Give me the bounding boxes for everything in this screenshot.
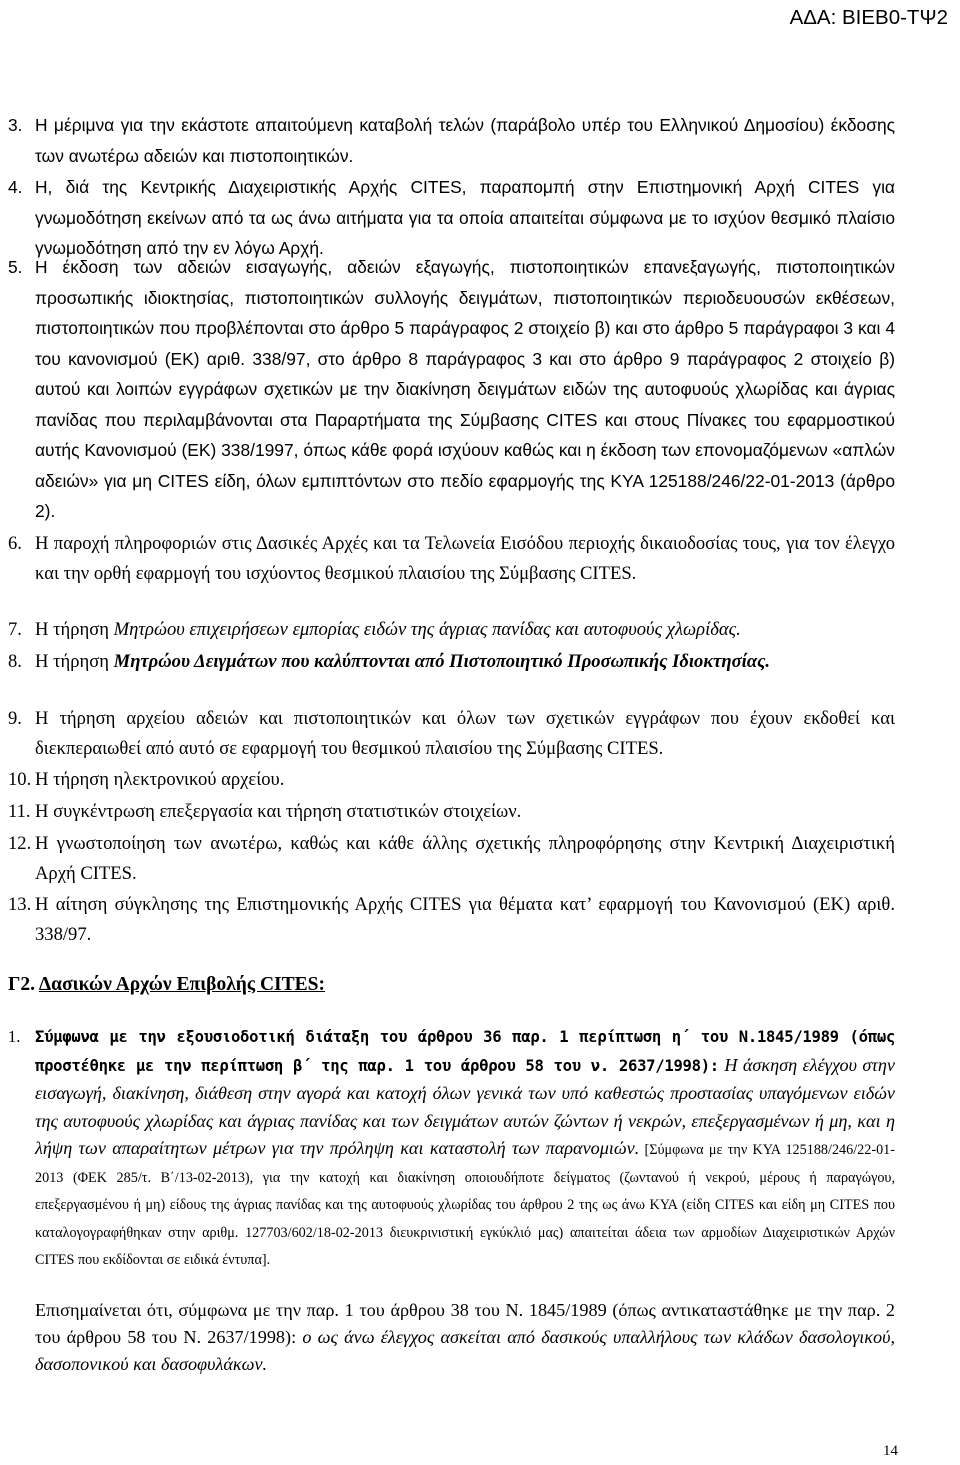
registry-title: Μητρώου επιχειρήσεων εμπορίας ειδών της άγριας πανίδας και αυτοφυούς χλωρίδας. [113, 619, 741, 640]
kya-note: [Σύμφωνα με την ΚΥΑ 125188/246/22-01-2013 (ΦΕΚ 285/τ. Β΄/13-02-2013), για την κατοχή και διακίνηση οποιουδήποτε δείγματος (ζωντανού ή νεκρού, μέρους ή παραγώγου, επεξεργασμένου ή μη) είδους της άγριας πανίδας και της αυτοφυούς χλωρίδας του άρθρου 2 της ως άνω ΚΥΑ (είδη CITES και είδη μη CITES που καταλογογραφήθηκαν στην αριθμ. 127703/602/18-02-2013 διευκρινιστική εγκύκλιό μας) απαιτείται άδεια των αρμοδίων Διαχειριστικών Αρχών CITES που εκδίδονται σε ειδικά έντυπα]. [35, 1142, 896, 1268]
item-text: Η συγκέντρωση επεξεργασία και τήρηση στατιστικών στοιχείων. [35, 801, 522, 822]
item-text: Η τήρηση ηλεκτρονικού αρχείου. [35, 769, 285, 790]
item-number: 8. [8, 651, 22, 672]
item-text: Η, διά της Κεντρικής Διαχειριστικής Αρχής CITES, παραπομπή στην Επιστημονική Αρχή CITES για γνωμοδότηση εκείνων από τα ως άνω αιτήματα για τα οποία απαιτείται σύμφωνα με το ισχύον θεσμικό πλαίσιο γνωμοδότηση από την εν λόγω Αρχή. [35, 177, 895, 258]
item-text: Η μέριμνα για την εκάστοτε απαιτούμενη καταβολή τελών (παράβολο υπέρ του Ελληνικού Δημοσίου) έκδοσης των ανωτέρω αδειών και πιστοποιητικών. [35, 115, 895, 166]
item-number: 5. [8, 257, 23, 277]
item-text: Η έκδοση των αδειών εισαγωγής, αδειών εξαγωγής, πιστοποιητικών επανεξαγωγής, πιστοποιητικών προσωπικής ιδιοκτησίας, πιστοποιητικών συλλογής δειγμάτων, πιστοποιητικών περιοδευουσών εκθέσεων, πιστοποιητικών που προβλέπονται στο άρθρο 5 παράγραφος 2 στοιχείο β) και στο άρθρο 5 παράγραφοι 3 και 4 του κανονισμού (ΕΚ) αριθ. 338/97, στο άρθρο 8 παράγραφος 3 και στο άρθρο 9 παράγραφος 2 στοιχείο β) αυτού και λοιπών εγγράφων σχετικών με την διακίνηση δειγμάτων ειδών της αυτοφυούς χλωρίδας και άγριας πανίδας που περιλαμβάνονται στα Παραρτήματα της Σύμβασης CITES και στους Πίνακες του εφαρμοστικού αυτής Κανονισμού (ΕΚ) 338/1997, όπως κάθε φορά ισχύουν καθώς και η έκδοση των επονομαζόμενων «απλών αδειών» για μη CITES είδη, όλων εμπιπτόντων στο πεδίο εφαρμογής της ΚΥΑ 125188/246/22-01-2013 (άρθρο 2). [35, 257, 895, 521]
item-number: 7. [8, 619, 22, 640]
item-number: 11. [8, 801, 31, 822]
item-text [35, 1023, 895, 1273]
legal-basis: Σύμφωνα με την εξουσιοδοτική διάταξη του άρθρου 36 παρ. 1 περίπτωση η΄ του Ν.1845/1989 (όπως προστέθηκε με την περίπτωση β΄ της παρ. 1 του άρθρου 58 του ν. 2637/1998): [35, 1028, 895, 1075]
item-number: 4. [8, 177, 23, 197]
item-number: 3. [8, 115, 23, 135]
ada-code: ΑΔΑ: ΒΙΕΒ0-ΤΨ2 [789, 6, 948, 29]
item-text: Η γνωστοποίηση των ανωτέρω, καθώς και κάθε άλλης σχετικής πληροφόρησης στην Κεντρική Διαχειριστική Αρχή CITES. [35, 833, 895, 885]
section-heading: Γ2. Δασικών Αρχών Επιβολής CITES: [8, 974, 325, 995]
item-number: 10. [8, 769, 32, 790]
item-number: 6. [8, 533, 22, 554]
item-text: Η παροχή πληροφοριών στις Δασικές Αρχές και τα Τελωνεία Εισόδου περιοχής δικαιοδοσίας τους, για τον έλεγχο και την ορθή εφαρμογή του ισχύοντος θεσμικού πλαισίου της Σύμβασης CITES. [35, 533, 895, 585]
page-number: 14 [883, 1443, 898, 1459]
registry-title: Μητρώου Δειγμάτων που καλύπτονται από Πιστοποιητικό Προσωπικής Ιδιοκτησίας. [113, 651, 771, 672]
item-text: Η τήρηση Μητρώου επιχειρήσεων εμπορίας ειδών της άγριας πανίδας και αυτοφυούς χλωρίδας. [35, 619, 741, 640]
duty-description: Η άσκηση ελέγχου στην εισαγωγή, διακίνηση, διάθεση στην αγορά και κατοχή όλων γενικά των υπό καθεστώς προστασίας υπαγόμενων ειδών της αυτοφυούς χλωρίδας και άγριας πανίδας και των δειγμάτων αυτών ζώντων ή νεκρών, επεξεργασμένων ή μη, και η λήψη των απαραίτητων μέτρων για την πρόληψη και καταστολή των παρανομιών. [35, 1054, 895, 1158]
item-number: 12. [8, 833, 32, 854]
item-number: 13. [8, 894, 32, 915]
item-text: Η τήρηση Μητρώου Δειγμάτων που καλύπτονται από Πιστοποιητικό Προσωπικής Ιδιοκτησίας. [35, 651, 771, 672]
item-text: Η αίτηση σύγκλησης της Επιστημονικής Αρχής CITES για θέματα κατ’ εφαρμογή του Κανονισμού (ΕΚ) αριθ. 338/97. [35, 894, 895, 946]
item-number: 9. [8, 708, 22, 729]
item-number: 1. [8, 1027, 21, 1046]
note-text: Επισημαίνεται ότι, σύμφωνα με την παρ. 1 του άρθρου 38 του Ν. 1845/1989 (όπως αντικαταστάθηκε με την παρ. 2 του άρθρου 58 του Ν. 2637/1998): ο ως άνω έλεγχος ασκείται από δασικούς υπαλλήλους των κλάδων δασολογικού, δασοπονικού και δασοφυλάκων. [35, 1300, 896, 1374]
item-text: Η τήρηση αρχείου αδειών και πιστοποιητικών και όλων των σχετικών εγγράφων που έχουν εκδοθεί και διεκπεραιωθεί από αυτό σε εφαρμογή του θεσμικού πλαισίου της Σύμβασης CITES. [35, 708, 895, 760]
